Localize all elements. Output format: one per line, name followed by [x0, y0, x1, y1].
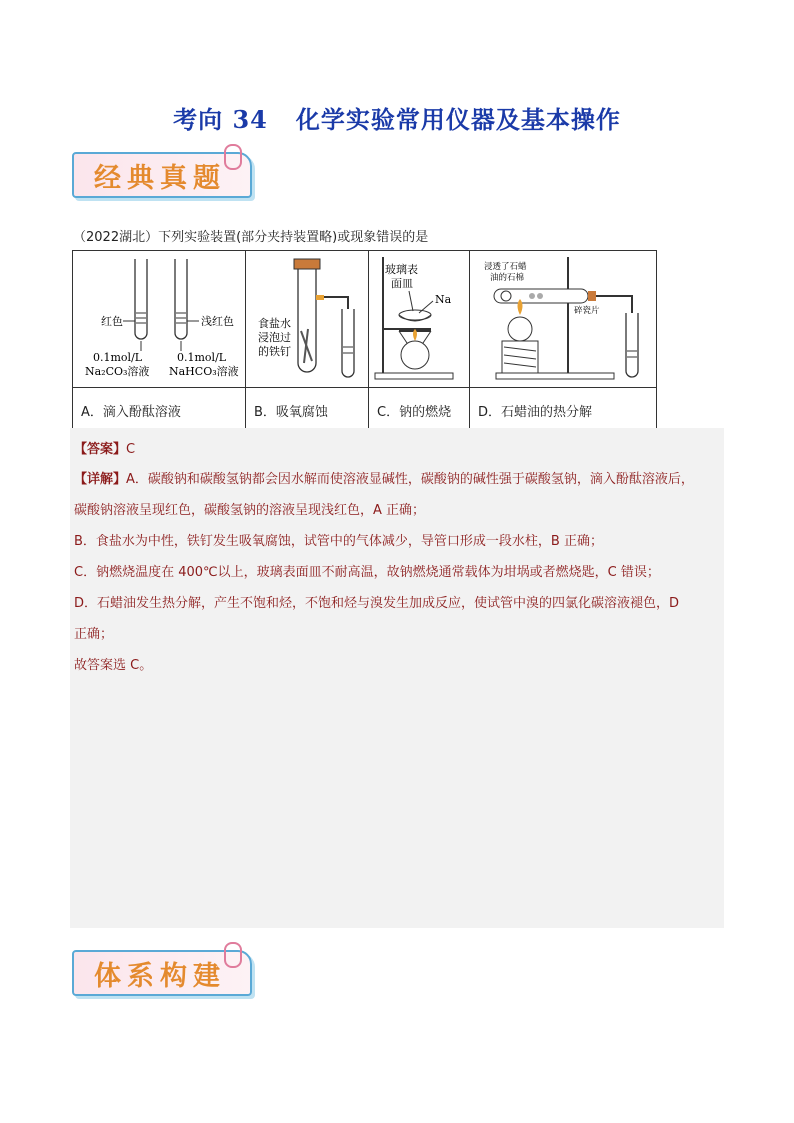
figure-b-corrosion [246, 251, 368, 383]
label-watch-glass-1: 玻璃表 [385, 263, 418, 276]
section-banner-framework [72, 944, 254, 996]
apparatus-table [72, 250, 657, 433]
figure-a-cell [73, 251, 246, 388]
detail-line-6: 正确； [74, 627, 114, 642]
figure-c-cell [369, 251, 470, 388]
option-b: B．吸氧腐蚀 [246, 388, 369, 433]
label-light-red: 浅红色 [201, 315, 234, 328]
detail-line-3: B．食盐水为中性，铁钉发生吸氧腐蚀，试管中的气体减少，导管口形成一段水柱，B 正确； [74, 534, 603, 549]
label-nahco3-solution: NaHCO₃溶液 [169, 365, 239, 378]
section-banner-label: 体系构建 [94, 961, 226, 992]
option-c: C．钠的燃烧 [369, 388, 470, 433]
paperclip-icon [224, 942, 242, 968]
detail-line-2: 碳酸钠溶液呈现红色，碳酸氢钠的溶液呈现浅红色，A 正确； [74, 503, 426, 518]
option-d: D．石蜡油的热分解 [470, 388, 657, 433]
label-soaked: 浸泡过 [258, 331, 291, 344]
title-kaoxiang: 考向 34 [173, 105, 268, 134]
question-stem: （2022湖北）下列实验装置(部分夹持装置略)或现象错误的是 [73, 230, 429, 245]
answer-tag: 【答案】 [74, 442, 127, 457]
detail-tag: 【详解】 [74, 472, 127, 487]
label-na2co3-solution: Na₂CO₃溶液 [85, 365, 150, 378]
detail-line-7: 故答案选 C。 [74, 658, 153, 673]
label-iron-nail: 的铁钉 [258, 345, 291, 358]
section-banner-label: 经典真题 [94, 163, 226, 194]
figure-b-cell [246, 251, 369, 388]
figure-d-cell [470, 251, 657, 388]
label-red: 红色 [101, 315, 123, 328]
detail-line-4: C．钠燃烧温度在 400℃以上，玻璃表面皿不耐高温，故钠燃烧通常载体为坩埚或者燃烧匙，C 错误； [74, 565, 660, 580]
page-title [0, 100, 794, 135]
figure-c-sodium-combustion [369, 251, 469, 383]
label-nahco3-conc: 0.1mol/L [177, 351, 227, 364]
figure-d-paraffin-cracking [470, 251, 656, 383]
label-asbestos-1: 浸透了石蜡 [484, 262, 527, 272]
detail-line-5: D．石蜡油发生热分解，产生不饱和烃，不饱和烃与溴发生加成反应，使试管中溴的四氯化碳溶液褪色，D [74, 596, 680, 611]
answer-line [74, 438, 135, 457]
label-na2co3-conc: 0.1mol/L [93, 351, 143, 364]
paperclip-icon [224, 144, 242, 170]
label-porcelain: 碎瓷片 [574, 306, 600, 316]
section-banner-classic [72, 146, 254, 198]
title-topic: 化学实验常用仪器及基本操作 [295, 105, 621, 134]
option-a: A．滴入酚酞溶液 [73, 388, 246, 433]
figure-a-test-tubes [73, 251, 245, 383]
label-na: Na [435, 293, 452, 306]
label-asbestos-2: 油的石棉 [490, 273, 525, 283]
answer-value: C [126, 442, 136, 457]
label-watch-glass-2: 面皿 [391, 277, 413, 290]
detail-line-1: 【详解】A．碳酸钠和碳酸氢钠都会因水解而使溶液显碱性，碳酸钠的碱性强于碳酸氢钠，滴入酚酞溶液后， [74, 472, 694, 487]
label-salt-water: 食盐水 [258, 317, 291, 330]
